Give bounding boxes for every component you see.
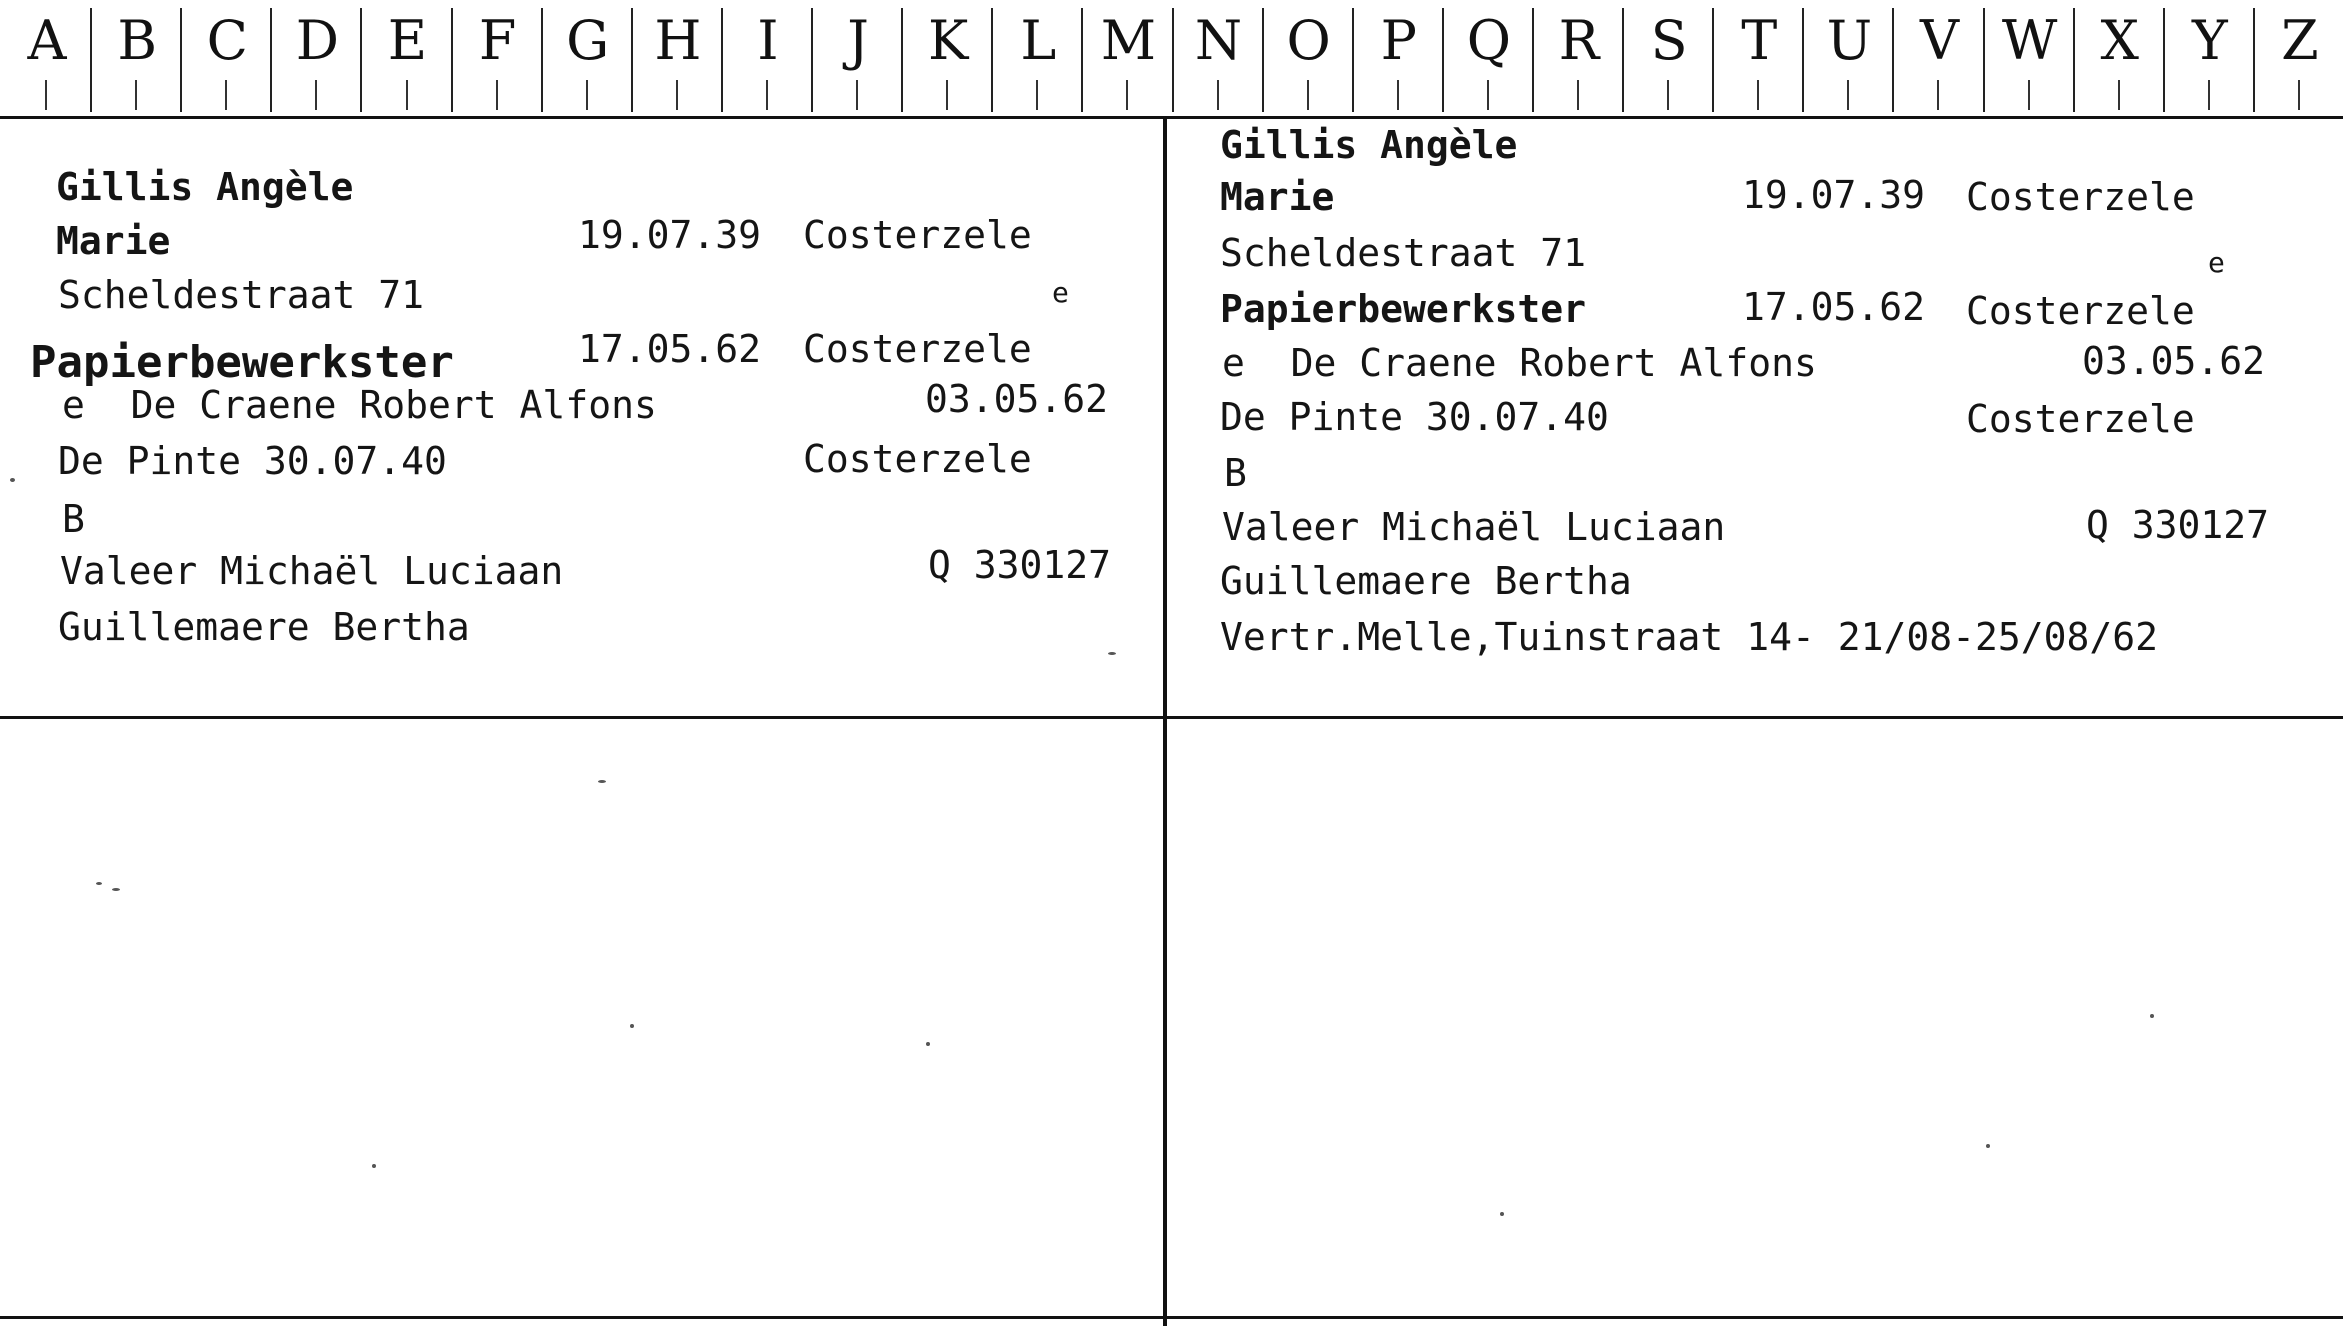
center-divider [1163, 117, 1167, 1326]
index-separator [1081, 8, 1083, 112]
right-name-line2: Marie [1220, 175, 1335, 219]
right-name-line1: Gillis Angèle [1220, 123, 1518, 167]
scan-speck [598, 780, 606, 783]
index-separator [360, 8, 362, 112]
index-separator [2253, 8, 2255, 112]
index-letter-q: Q [1466, 9, 1512, 72]
index-letter-b: B [117, 9, 158, 72]
index-tick [946, 80, 948, 110]
index-separator [901, 8, 903, 112]
index-letter-s: S [1650, 9, 1688, 72]
index-tick [2298, 80, 2300, 110]
scan-speck [1500, 1212, 1504, 1216]
index-letter-g: G [566, 9, 610, 72]
index-letter-m: M [1100, 9, 1157, 72]
index-tick [2208, 80, 2210, 110]
index-tick [2028, 80, 2030, 110]
index-separator [541, 8, 543, 112]
index-separator [1442, 8, 1444, 112]
right-stray-e: e [2208, 246, 2225, 279]
index-letter-w: W [2001, 9, 2058, 72]
scan-speck [96, 882, 102, 885]
index-separator [1262, 8, 1264, 112]
index-tick [856, 80, 858, 110]
index-letter-l: L [1020, 9, 1057, 72]
scan-speck [926, 1042, 930, 1046]
index-separator [1802, 8, 1804, 112]
index-tick [406, 80, 408, 110]
scan-speck [112, 888, 120, 891]
middle-rule [0, 716, 2343, 719]
right-occupation-date: 17.05.62 [1742, 285, 1926, 329]
index-separator [811, 8, 813, 112]
index-tick [1487, 80, 1489, 110]
right-birth-place: Costerzele [1966, 175, 2195, 219]
index-tick [1937, 80, 1939, 110]
index-separator [1622, 8, 1624, 112]
left-father: Valeer Michaël Luciaan [60, 549, 564, 593]
left-birth-place: Costerzele [803, 213, 1032, 257]
index-separator [991, 8, 993, 112]
index-letter-x: X [2100, 9, 2139, 72]
right-spouse: e De Craene Robert Alfons [1222, 341, 1817, 385]
index-letter-k: K [928, 9, 969, 72]
index-tick [1036, 80, 1038, 110]
index-tick [676, 80, 678, 110]
scan-speck [630, 1024, 634, 1028]
index-letter-y: Y [2191, 9, 2228, 72]
index-separator [2163, 8, 2165, 112]
index-separator [1712, 8, 1714, 112]
right-spouse-birth: De Pinte 30.07.40 [1220, 395, 1609, 439]
index-separator [270, 8, 272, 112]
left-mother: Guillemaere Bertha [58, 605, 470, 649]
index-separator [721, 8, 723, 112]
left-spouse-birth-place: Costerzele [803, 437, 1032, 481]
index-letter-z: Z [2281, 9, 2319, 72]
scan-speck [2150, 1014, 2154, 1018]
bottom-rule [0, 1316, 2343, 1319]
index-tick [766, 80, 768, 110]
index-letter-e: E [387, 9, 428, 72]
index-letter-u: U [1826, 9, 1873, 72]
left-stray-e: e [1052, 276, 1069, 309]
left-spouse: e De Craene Robert Alfons [62, 383, 657, 427]
index-tick [1667, 80, 1669, 110]
left-address: Scheldestraat 71 [58, 273, 425, 317]
index-letter-o: O [1286, 9, 1331, 72]
index-letter-i: I [757, 9, 779, 72]
index-tick [1307, 80, 1309, 110]
right-birth-date: 19.07.39 [1742, 173, 1926, 217]
left-occupation-date: 17.05.62 [578, 327, 762, 371]
index-letter-f: F [478, 9, 517, 72]
alphabet-index-row [0, 0, 2343, 117]
index-tick [1757, 80, 1759, 110]
index-tick [225, 80, 227, 110]
index-separator [2073, 8, 2075, 112]
right-nationality: B [1224, 451, 1247, 495]
left-nationality: B [62, 497, 85, 541]
index-separator [1892, 8, 1894, 112]
left-marriage-date: 03.05.62 [925, 377, 1109, 421]
index-separator [1172, 8, 1174, 112]
index-letter-p: P [1380, 9, 1417, 72]
scan-speck [372, 1164, 376, 1168]
right-code: Q 330127 [2086, 503, 2270, 547]
index-separator [451, 8, 453, 112]
index-tick [1126, 80, 1128, 110]
left-name-line1: Gillis Angèle [56, 165, 354, 209]
index-tick [45, 80, 47, 110]
index-letter-r: R [1558, 9, 1600, 72]
index-separator [631, 8, 633, 112]
right-address: Scheldestraat 71 [1220, 231, 1587, 275]
index-tick [1847, 80, 1849, 110]
index-tick [1397, 80, 1399, 110]
right-mother: Guillemaere Bertha [1220, 559, 1632, 603]
scan-speck [10, 478, 15, 482]
right-spouse-birth-place: Costerzele [1966, 397, 2195, 441]
index-tick [496, 80, 498, 110]
header-rule [0, 116, 2343, 119]
index-letter-a: A [27, 9, 67, 72]
index-separator [1532, 8, 1534, 112]
index-tick [315, 80, 317, 110]
index-letter-c: C [206, 9, 248, 72]
index-tick [135, 80, 137, 110]
index-separator [1983, 8, 1985, 112]
index-letter-t: T [1741, 9, 1778, 72]
right-occupation-place: Costerzele [1966, 289, 2195, 333]
scan-speck [1986, 1144, 1990, 1148]
index-tick [1217, 80, 1219, 110]
index-letter-h: H [654, 9, 702, 72]
index-letter-v: V [1919, 9, 1959, 72]
right-occupation: Papierbewerkster [1220, 287, 1587, 331]
index-tick [2118, 80, 2120, 110]
index-separator [1352, 8, 1354, 112]
index-tick [1577, 80, 1579, 110]
right-relocation-note: Vertr.Melle,Tuinstraat 14- 21/08-25/08/62 [1220, 615, 2158, 659]
index-tick [586, 80, 588, 110]
left-spouse-birth: De Pinte 30.07.40 [58, 439, 447, 483]
left-occupation-place: Costerzele [803, 327, 1032, 371]
index-letter-n: N [1194, 9, 1243, 72]
scan-speck [1108, 652, 1116, 655]
left-code: Q 330127 [928, 543, 1112, 587]
right-marriage-date: 03.05.62 [2082, 339, 2266, 383]
left-name-line2: Marie [56, 219, 171, 263]
left-birth-date: 19.07.39 [578, 213, 762, 257]
index-separator [90, 8, 92, 112]
index-letter-d: D [295, 9, 340, 72]
left-occupation: Papierbewerkster [30, 337, 454, 388]
index-letter-j: J [847, 9, 869, 72]
index-separator [180, 8, 182, 112]
right-father: Valeer Michaël Luciaan [1222, 505, 1726, 549]
